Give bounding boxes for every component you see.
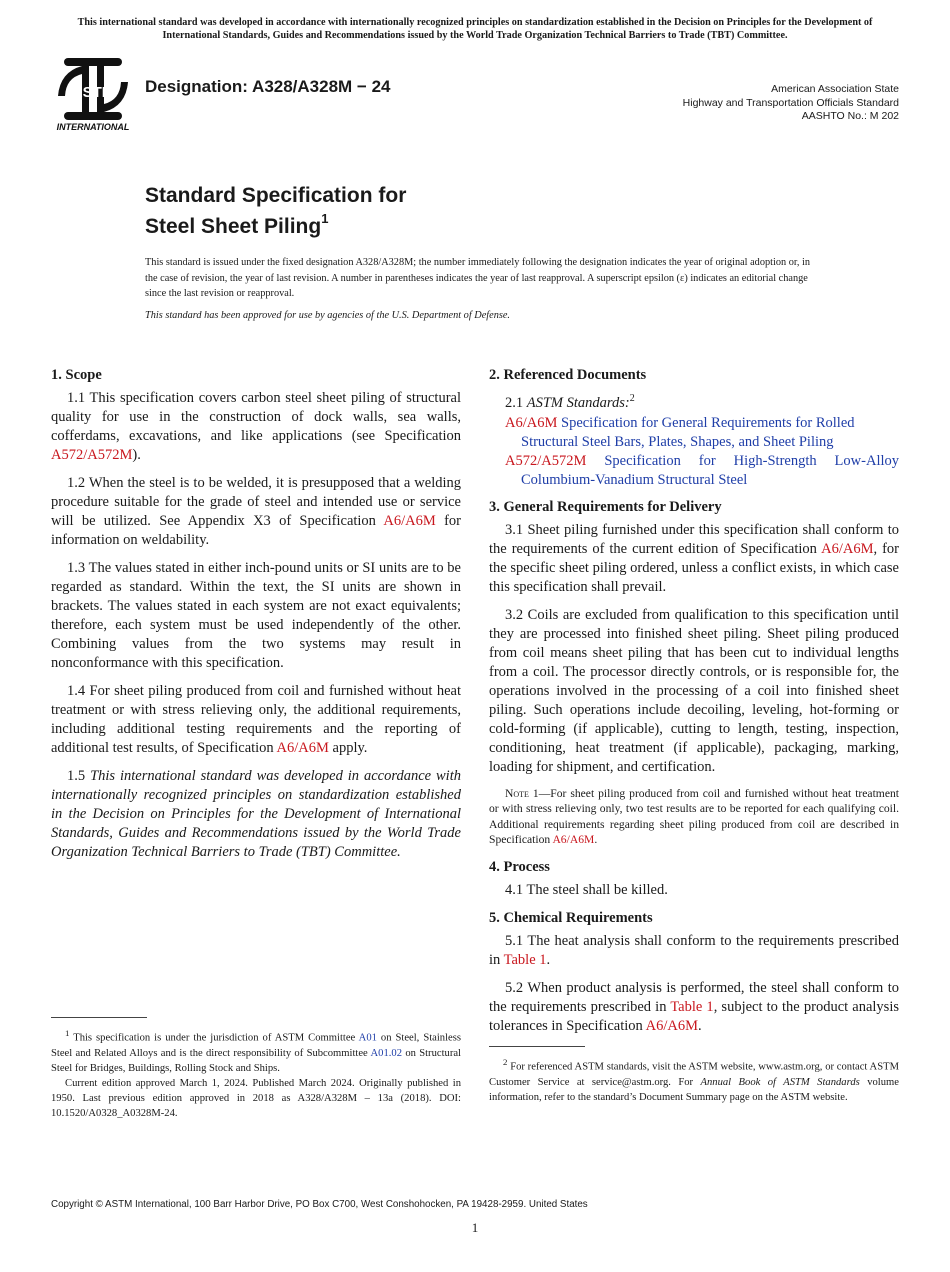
table-1-link[interactable]: Table 1: [670, 998, 714, 1015]
dod-approval-note: This standard has been approved for use by agencies of the U.S. Department of Defense.: [145, 310, 511, 321]
issuance-statement: This standard is issued under the fixed designation A328/A328M; the number immediately following the designation indicates the year of original adoption or, in the case of revision, the year of last revision. A number in parentheses indicates the year of last reapproval. A superscript epsilon (ε) indicates an editorial change since the last revision or reapproval.: [145, 257, 811, 299]
footnote-2: $^2$ For referenced ASTM standards, visit the ASTM website, www.astm.org, or contact ASTM Customer Service at service@astm.org. For Annual Book of ASTM Standards volume information, refer to the standard’s Document Summary page on the ASTM website.: [489, 1057, 899, 1103]
footnote-rule-left: [51, 1017, 147, 1018]
process-heading: 4. Process: [489, 858, 550, 875]
a0102-link[interactable]: A01.02: [370, 1047, 402, 1059]
general-3-2: 3.2 Coils are excluded from qualification to this specification until they are processed into finished sheet piling. Sheet piling produced from coil means sheet piling that has been cut to individual lengths from a coil. The processor directly controls, or is responsible for, the operations involved in the processing of a coil into finished sheet piling. Such operations include decoiling, leveling, hot-forming or cold-forming (if applicable), cutting to length, testing, inspection, conditioning, heat treatment (if applicable), packaging, marking, loading for shipment, and certification.: [489, 606, 899, 775]
designation: Designation: A328/A328M − 24: [145, 77, 391, 96]
scope-1-2: 1.2 When the steel is to be welded, it is presupposed that a welding procedure suitable for the grade of steel and intended use or service will be utilized. See Appendix X3 of Specification A6/A6M for information on weldability.: [51, 475, 461, 548]
left-column: [51, 366, 461, 871]
a572-link[interactable]: A572/A572M: [505, 452, 587, 469]
title-line-2: Steel Sheet Piling: [145, 215, 322, 238]
general-requirements-heading: 3. General Requirements for Delivery: [489, 498, 722, 515]
scope-1-4: 1.4 For sheet piling produced from coil and furnished without heat treatment or with stress relieving only, the additional requirements, including additional testing requirements and the reporting of additional test results, of Specification A6/A6M apply.: [51, 683, 461, 756]
right-column: [489, 366, 899, 1045]
aashto-line-1: American Association State: [771, 83, 899, 95]
footnote-rule-right: [489, 1046, 585, 1047]
chemical-5-1: 5.1 The heat analysis shall conform to the requirements prescribed in Table 1.: [489, 932, 899, 968]
astm-logo: [52, 56, 136, 132]
page-number: 1: [471, 1220, 479, 1235]
chemical-requirements-heading: 5. Chemical Requirements: [489, 909, 653, 926]
reference-a572[interactable]: A572/A572M Specification for High-Strength Low-Alloy Columbium-Vanadium Structural Steel: [505, 452, 899, 488]
scope-1-3: 1.3 The values stated in either inch-pound units or SI units are to be regarded as standard. Within the text, the SI units are shown in brackets. The values stated in each system are not exact equivalents; therefore, each system must be used independently of the other. Combining values from the two systems may result in nonconformance with this specification.: [51, 560, 461, 671]
aashto-line-2: Highway and Transportation Officials Standard: [682, 96, 899, 109]
reference-a6[interactable]: A6/A6M Specification for General Requirements for Rolled Structural Steel Bars, Plates, Shapes, and Sheet Piling: [505, 414, 855, 450]
referenced-documents-heading: 2. Referenced Documents: [489, 367, 647, 383]
a6-link[interactable]: A6/A6M: [383, 513, 436, 529]
a6-link[interactable]: A6/A6M: [505, 414, 558, 431]
scope-1-1: 1.1 This specification covers carbon steel sheet piling of structural quality for use in the construction of dock walls, sea walls, cofferdams, excavations, and like applications (see Specification A572/A572M).: [51, 390, 461, 463]
logo-caption: INTERNATIONAL: [56, 122, 130, 132]
a6-link[interactable]: A6/A6M: [821, 540, 874, 557]
astm-standards-subheading: 2.1 ASTM Standards:$^2$: [505, 393, 635, 411]
page-title: [145, 183, 406, 239]
a01-link[interactable]: A01: [358, 1032, 377, 1044]
title-footnote-mark: 1: [321, 211, 329, 226]
a6-link[interactable]: A6/A6M: [552, 833, 595, 847]
process-4-1: 4.1 The steel shall be killed.: [505, 881, 668, 898]
copyright: Copyright © ASTM International, 100 Barr Harbor Drive, PO Box C700, West Conshohocken, PA 19428-2959. United States: [51, 1199, 588, 1210]
footnote-1-edition: Current edition approved March 1, 2024. Published March 2024. Originally published in 1950. Last previous edition approved in 2018 as A328/A328M – 13a (2018). DOI: 10.1520/A0328_A0328M-24.: [51, 1077, 461, 1119]
a6-link[interactable]: A6/A6M: [645, 1017, 699, 1034]
table-1-link[interactable]: Table 1: [503, 951, 547, 968]
chemical-5-2: 5.2 When product analysis is performed, the steel shall conform to the requirements prescribed in Table 1, subject to the product analysis tolerances in Specification A6/A6M.: [489, 979, 900, 1034]
a6-link[interactable]: A6/A6M: [276, 740, 329, 756]
top-notice: This international standard was developed in accordance with internationally recognized principles on standardization established in the Decision on Principles for the Development of International Standards, Guides and Recommendations issued by the World Trade Organization Technical Barriers to Trade (TBT) Committee.: [77, 17, 873, 41]
aashto-line-3: AASHTO No.: M 202: [801, 110, 899, 122]
logo-letters: ASTM: [71, 84, 115, 101]
footnote-1: $^1$ This specification is under the jurisdiction of ASTM Committee A01 on Steel, Stainless Steel and Related Alloys and is the direct responsibility of Subcommittee A01.02 on Structural Steel for Bridges, Buildings, Rolling Stock and Ships. Current edition approved March 1, 2024. Published March 2024. Originally published in 1950. Last previous edition approved in 2018 as A328/A328M – 13a (2018). DOI: 10.1520/A0328_A0328M-24.: [51, 1028, 461, 1119]
scope-1-5: 1.5 This international standard was developed in accordance with internationally recognized principles on standardization established in the Decision on Principles for the Development of International Standards, Guides and Recommendations issued by the World Trade Organization Technical Barriers to Trade (TBT) Committee.: [51, 768, 461, 860]
scope-heading: 1. Scope: [51, 367, 102, 383]
aashto-block: [683, 83, 899, 124]
general-3-1: 3.1 Sheet piling furnished under this specification shall conform to the requirements of the current edition of Specification A6/A6M, for the specific sheet piling ordered, unless a conflict exists, in which case this specification shall prevail.: [489, 521, 899, 595]
a572-link[interactable]: A572/A572M: [51, 447, 133, 463]
title-line-1: Standard Specification for: [145, 184, 407, 207]
note-1: Note 1—For sheet piling produced from coil and furnished without heat treatment or with stress relieving only, two test results are to be reported for each qualifying coil. Additional requirements regarding sheet piling produced from coil are described in Specification A6/A6M.: [489, 786, 899, 847]
